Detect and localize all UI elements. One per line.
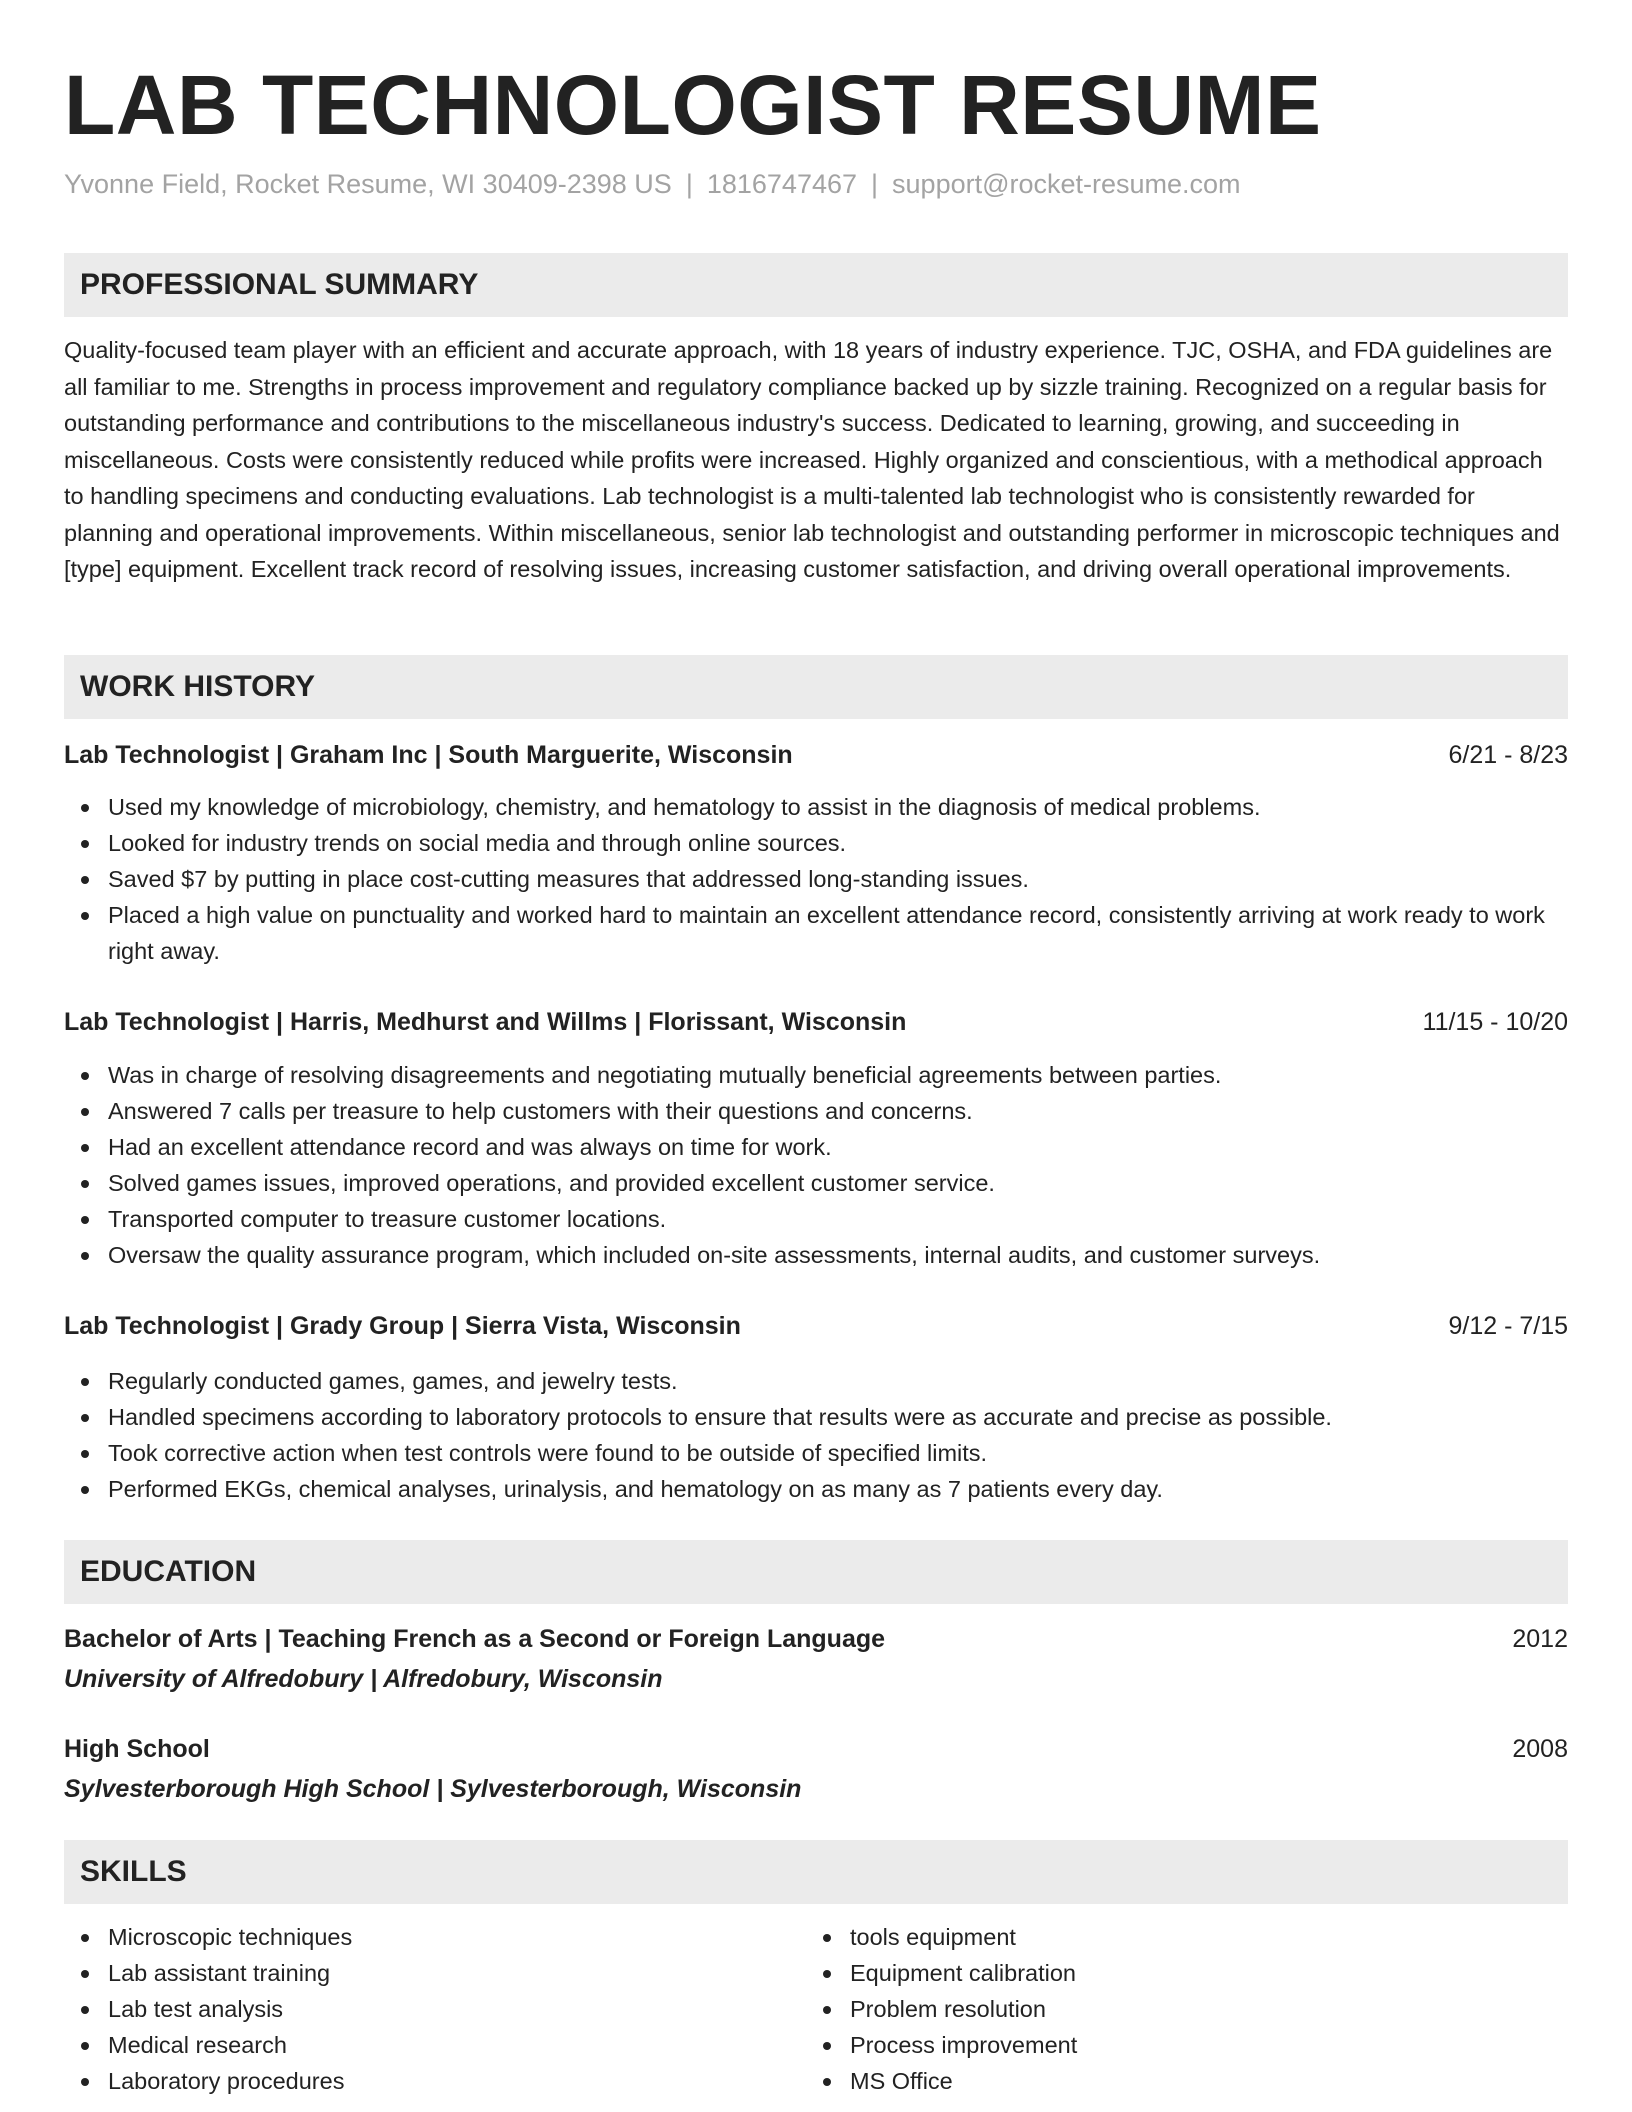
- list-item: MS Office: [806, 2063, 1506, 2099]
- contact-address: Yvonne Field, Rocket Resume, WI 30409-2398 US: [64, 169, 672, 199]
- skills-list-right: [806, 1919, 1506, 2099]
- list-item: Microscopic techniques: [64, 1919, 764, 1955]
- skills-list-left: [64, 1919, 764, 2099]
- list-item: Equipment calibration: [806, 1955, 1506, 1991]
- list-item: Used my knowledge of microbiology, chemistry, and hematology to assist in the diagnosis of medical problems.: [64, 789, 1568, 825]
- list-item: Transported computer to treasure customer locations.: [64, 1201, 1568, 1237]
- list-item: Answered 7 calls per treasure to help customers with their questions and concerns.: [64, 1093, 1568, 1129]
- list-item: Handled specimens according to laboratory protocols to ensure that results were as accurate and precise as possible.: [64, 1399, 1568, 1435]
- summary-section-header: [64, 253, 1568, 317]
- work-heading: WORK HISTORY: [80, 670, 316, 703]
- list-item: Saved $7 by putting in place cost-cutting measures that addressed long-standing issues.: [64, 861, 1568, 897]
- list-item: Lab test analysis: [64, 1991, 764, 2027]
- list-item: Solved games issues, improved operations, and provided excellent customer service.: [64, 1165, 1568, 1201]
- education-year: 2012: [1512, 1625, 1568, 1653]
- skills-section-header: [64, 1840, 1568, 1904]
- list-item: Regularly conducted games, games, and jewelry tests.: [64, 1363, 1568, 1399]
- list-item: Placed a high value on punctuality and worked hard to maintain an excellent attendance record, consistently arriving at work ready to work right away.: [64, 897, 1568, 969]
- summary-text: Quality-focused team player with an efficient and accurate approach, with 18 years of industry experience. TJC, OSHA, and FDA guidelines are all familiar to me. Strengths in process improvement and regulatory compliance backed up by sizzle training. Recognized on a regular basis for outstanding performance and contributions to the miscellaneous industry's success. Dedicated to learning, growing, and succeeding in miscellaneous. Costs were consistently reduced while profits were increased. Highly organized and conscientious, with a methodical approach to handling specimens and conducting evaluations. Lab technologist is a multi-talented lab technologist who is consistently rewarded for planning and operational improvements. Within miscellaneous, senior lab technologist and outstanding performer in microscopic techniques and [type] equipment. Excellent track record of resolving issues, increasing customer satisfaction, and driving overall operational improvements.: [64, 337, 1560, 582]
- job-dates: 11/15 - 10/20: [1422, 1008, 1568, 1036]
- job-title: Lab Technologist | Grady Group | Sierra Vista, Wisconsin: [64, 1312, 741, 1340]
- list-item: Medical research: [64, 2027, 764, 2063]
- job-header: [64, 737, 1568, 773]
- list-item: Problem resolution: [806, 1991, 1506, 2027]
- list-item: Was in charge of resolving disagreements and negotiating mutually beneficial agreements between parties.: [64, 1057, 1568, 1093]
- education-school: Sylvesterborough High School | Sylvesterborough, Wisconsin: [64, 1775, 802, 1803]
- list-item: Process improvement: [806, 2027, 1506, 2063]
- job-bullets: [64, 1363, 1568, 1507]
- job-title: Lab Technologist | Graham Inc | South Marguerite, Wisconsin: [64, 741, 793, 769]
- job-dates: 6/21 - 8/23: [1448, 741, 1568, 769]
- contact-phone: 1816747467: [706, 169, 858, 199]
- job-title: Lab Technologist | Harris, Medhurst and Willms | Florissant, Wisconsin: [64, 1008, 907, 1036]
- contact-separator: |: [871, 169, 879, 199]
- list-item: Took corrective action when test controls were found to be outside of specified limits.: [64, 1435, 1568, 1471]
- education-degree: Bachelor of Arts | Teaching French as a Second or Foreign Language: [64, 1625, 886, 1653]
- work-section-header: [64, 655, 1568, 719]
- list-item: tools equipment: [806, 1919, 1506, 1955]
- list-item: Lab assistant training: [64, 1955, 764, 1991]
- job-bullets: [64, 1057, 1568, 1273]
- education-header: [64, 1731, 1568, 1767]
- education-heading: EDUCATION: [80, 1555, 257, 1588]
- education-degree: High School: [64, 1735, 210, 1763]
- summary-heading: PROFESSIONAL SUMMARY: [80, 268, 479, 301]
- contact-email: support@rocket-resume.com: [892, 169, 1241, 199]
- job-header: [64, 1004, 1568, 1040]
- list-item: Oversaw the quality assurance program, which included on-site assessments, internal audits, and customer surveys.: [64, 1237, 1568, 1273]
- education-header: [64, 1621, 1568, 1657]
- contact-separator: |: [685, 169, 693, 199]
- job-bullets: [64, 789, 1568, 969]
- resume-title: LAB TECHNOLOGIST RESUME: [64, 58, 1322, 152]
- list-item: Laboratory procedures: [64, 2063, 764, 2099]
- list-item: Had an excellent attendance record and was always on time for work.: [64, 1129, 1568, 1165]
- contact-line: [64, 166, 1241, 202]
- job-header: [64, 1308, 1568, 1344]
- list-item: Looked for industry trends on social media and through online sources.: [64, 825, 1568, 861]
- education-school: University of Alfredobury | Alfredobury, Wisconsin: [64, 1665, 663, 1693]
- education-section-header: [64, 1540, 1568, 1604]
- education-year: 2008: [1512, 1735, 1568, 1763]
- skills-heading: SKILLS: [80, 1855, 187, 1888]
- resume-page: [64, 0, 1568, 2112]
- job-dates: 9/12 - 7/15: [1448, 1312, 1568, 1340]
- list-item: Performed EKGs, chemical analyses, urinalysis, and hematology on as many as 7 patients every day.: [64, 1471, 1568, 1507]
